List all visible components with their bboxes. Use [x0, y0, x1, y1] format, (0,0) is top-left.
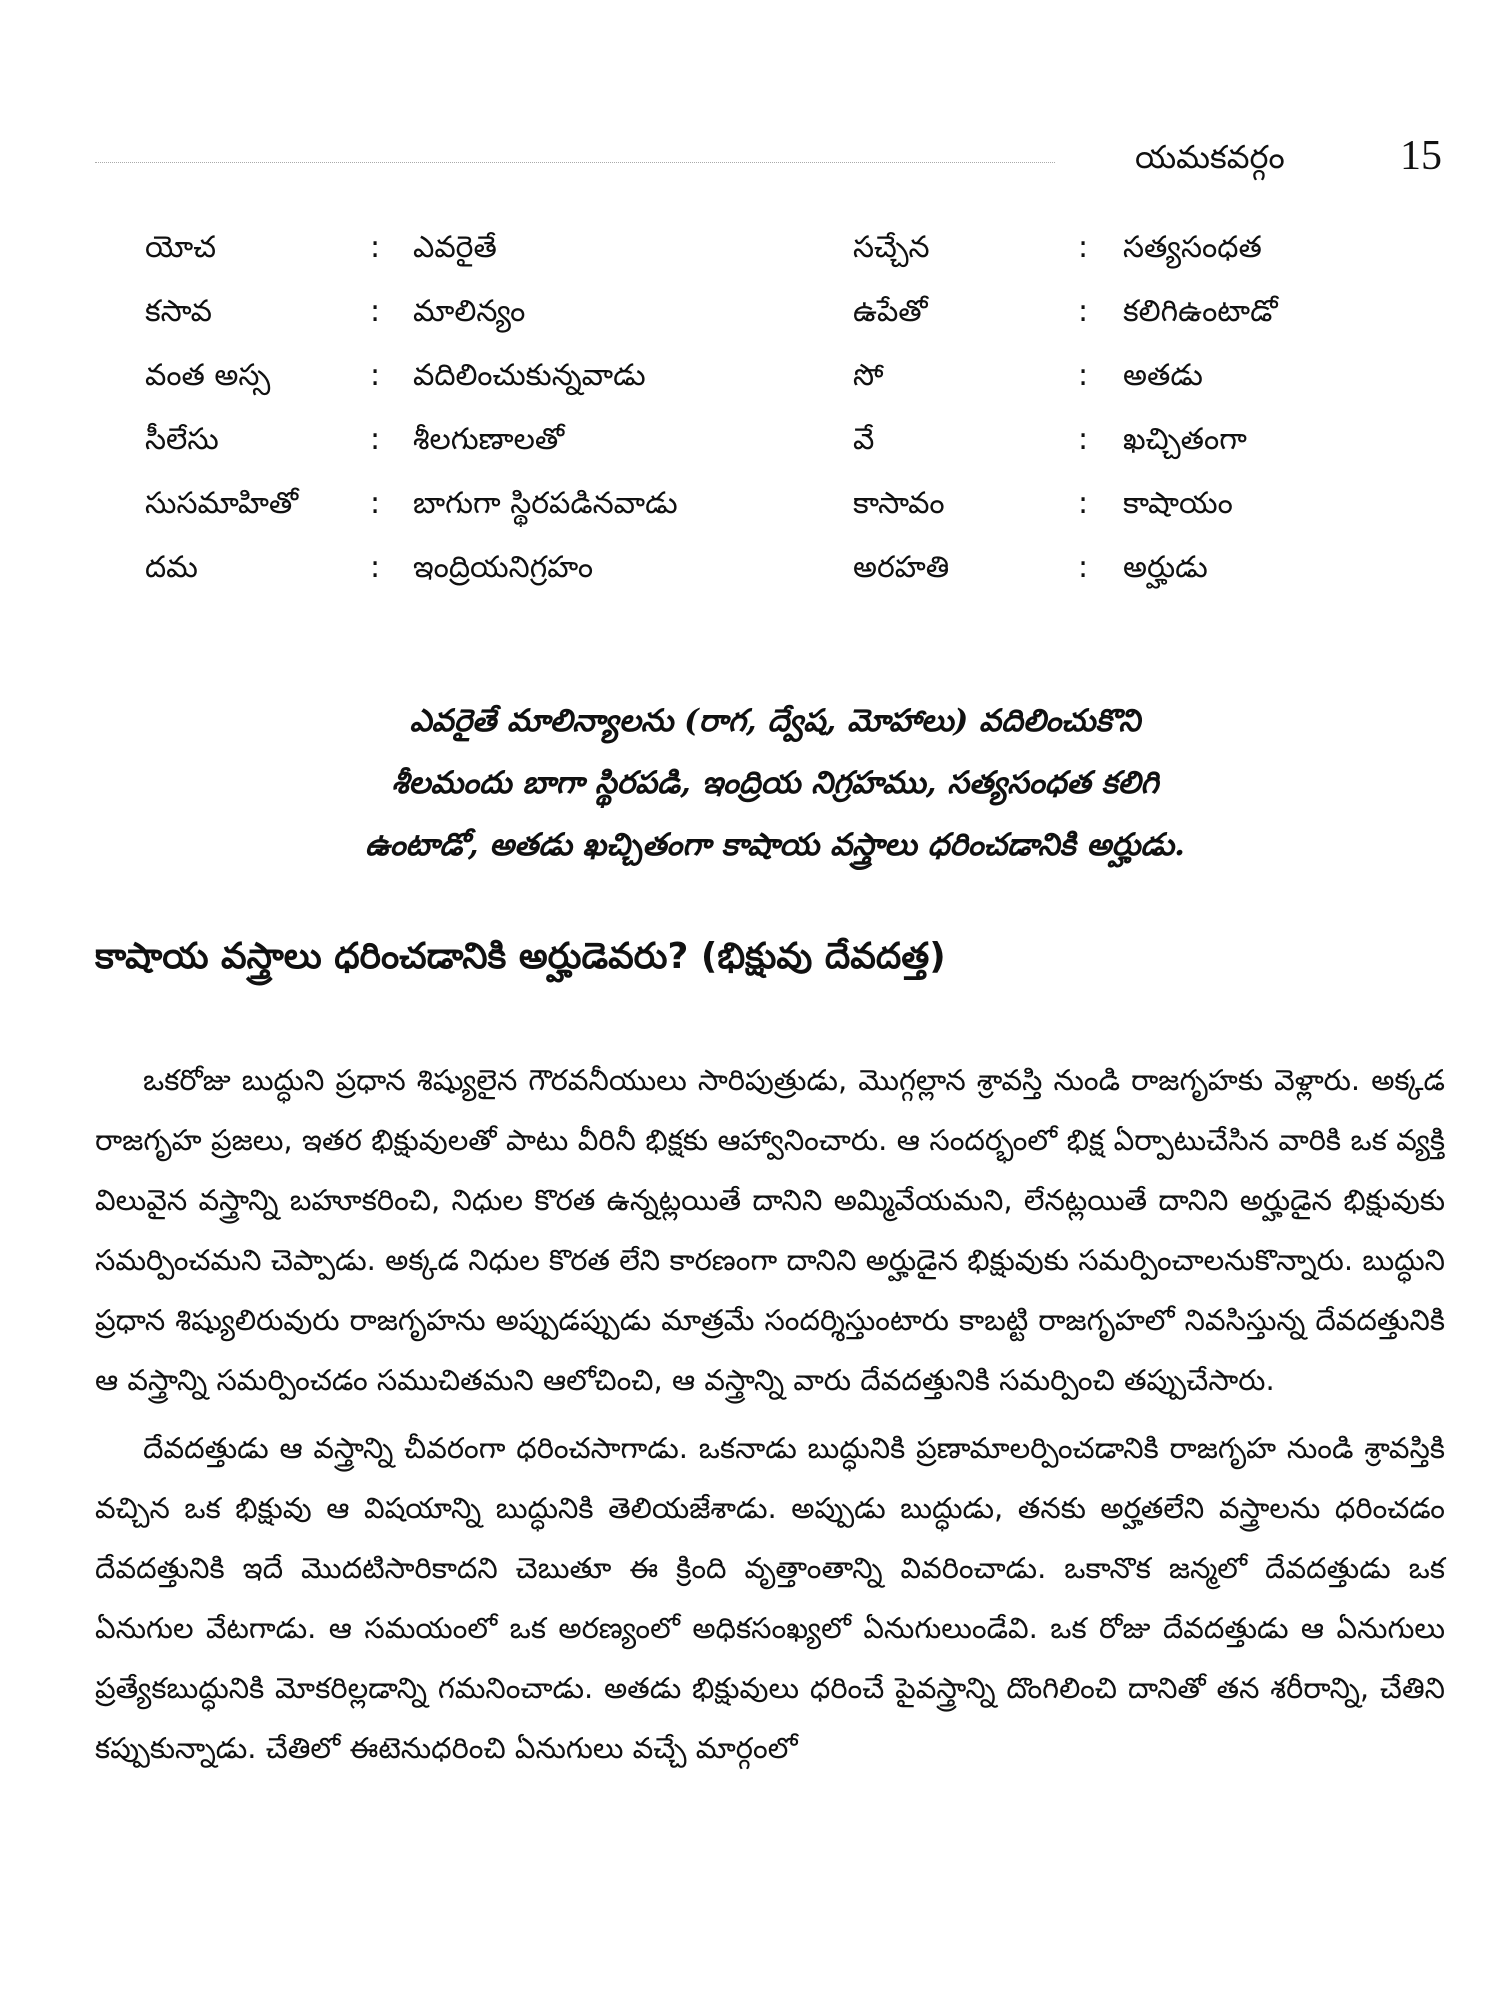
glossary-colon: :	[1078, 550, 1089, 585]
glossary-meaning: మాలిన్యం	[413, 294, 526, 329]
glossary-colon: :	[1078, 486, 1089, 521]
page-number: 15	[1400, 133, 1442, 179]
glossary-term: కాసావం	[853, 486, 945, 521]
glossary-meaning: అర్హుడు	[1123, 550, 1208, 585]
glossary-row	[145, 230, 1345, 294]
glossary-row	[145, 550, 1345, 614]
glossary-colon: :	[370, 230, 381, 265]
glossary-colon: :	[1078, 230, 1089, 265]
glossary-row	[145, 486, 1345, 550]
paragraph: దేవదత్తుడు ఆ వస్త్రాన్ని చీవరంగా ధరించసాగాడు. ఒకనాడు బుద్ధునికి ప్రణామాలర్పించడానికి రాజగృహ నుండి శ్రావస్తికి వచ్చిన ఒక భిక్షువు ఆ విషయాన్ని బుద్ధునికి తెలియజేశాడు. అప్పుడు బుద్ధుడు, తనకు అర్హతలేని వస్త్రాలను ధరించడం దేవదత్తునికి ఇదే మొదటిసారికాదని చెబుతూ ఈ క్రింది వృత్తాంతాన్ని వివరించాడు. ఒకానొక జన్మలో దేవదత్తుడు ఒక ఏనుగుల వేటగాడు. ఆ సమయంలో ఒక అరణ్యంలో అధికసంఖ్యలో ఏనుగులుండేవి. ఒక రోజు దేవదత్తుడు ఆ ఏనుగులు ప్రత్యేకబుద్ధునికి మోకరిల్లడాన్ని గమనించాడు. అతడు భిక్షువులు ధరించే పైవస్త్రాన్ని దొంగిలించి దానితో తన శరీరాన్ని, చేతిని కప్పుకున్నాడు. చేతిలో ఈటెనుధరించి ఏనుగులు వచ్చే మార్గంలో	[95, 1431, 1445, 1765]
glossary-meaning: వదిలించుకున్నవాడు	[413, 358, 646, 393]
section-heading: కాషాయ వస్త్రాలు ధరించడానికి అర్హుడెవరు? (భిక్షువు దేవదత్త)	[95, 936, 946, 977]
glossary-term: యోచ	[145, 230, 217, 265]
glossary-colon: :	[370, 486, 381, 521]
glossary-meaning: కలిగిఉంటాడో	[1123, 294, 1278, 329]
glossary-row	[145, 294, 1345, 358]
running-title: యమకవర్గం	[1135, 138, 1285, 176]
paragraph: ఒకరోజు బుద్ధుని ప్రధాన శిష్యులైన గౌరవనీయులు సారిపుత్రుడు, మొగ్గల్లాన శ్రావస్తి నుండి రాజగృహకు వెళ్లారు. అక్కడ రాజగృహ ప్రజలు, ఇతర భిక్షువులతో పాటు వీరినీ భిక్షకు ఆహ్వానించారు. ఆ సందర్భంలో భిక్ష ఏర్పాటుచేసిన వారికి ఒక వ్యక్తి విలువైన వస్త్రాన్ని బహూకరించి, నిధుల కొరత ఉన్నట్లయితే దానిని అమ్మివేయమని, లేనట్లయితే దానిని అర్హుడైన భిక్షువుకు సమర్పించమని చెప్పాడు. అక్కడ నిధుల కొరత లేని కారణంగా దానిని అర్హుడైన భిక్షువుకు సమర్పించాలనుకొన్నారు. బుద్ధుని ప్రధాన శిష్యులిరువురు రాజగృహను అప్పుడప్పుడు మాత్రమే సందర్శిస్తుంటారు కాబట్టి రాజగృహలో నివసిస్తున్న దేవదత్తునికి ఆ వస్త్రాన్ని సమర్పించడం సముచితమని ఆలోచించి, ఆ వస్త్రాన్ని వారు దేవదత్తునికి సమర్పించి తప్పుచేసారు.	[95, 1063, 1445, 1397]
page-header	[95, 132, 1445, 182]
glossary-term: అరహతి	[853, 550, 950, 585]
glossary-colon: :	[370, 358, 381, 393]
glossary-term: సచ్చేన	[853, 230, 930, 265]
glossary-meaning: అతడు	[1123, 358, 1203, 393]
verse-line: శీలమందు బాగా స్థిరపడి, ఇంద్రియ నిగ్రహము, సత్యసంధత కలిగి	[391, 765, 1159, 801]
glossary-meaning: ఖచ్చితంగా	[1123, 422, 1247, 457]
glossary-term: సీలేసు	[145, 422, 219, 457]
glossary-meaning: ఎవరైతే	[413, 230, 497, 265]
glossary-colon: :	[370, 550, 381, 585]
glossary-term: వంత అస్స	[145, 358, 271, 393]
glossary-term: వే	[853, 422, 875, 457]
glossary-colon: :	[370, 422, 381, 457]
glossary-term: ఉపేతో	[853, 294, 928, 329]
story-body	[95, 1050, 1445, 1786]
glossary-colon: :	[1078, 358, 1089, 393]
glossary-colon: :	[1078, 294, 1089, 329]
verse-line: ఎవరైతే మాలిన్యాలను (రాగ, ద్వేష, మోహాలు) వదిలించుకొని	[409, 703, 1141, 739]
glossary-meaning: శీలగుణాలతో	[413, 422, 565, 457]
glossary-row	[145, 422, 1345, 486]
glossary-meaning: సత్యసంధత	[1123, 230, 1262, 265]
glossary-term: కసావ	[145, 294, 212, 329]
glossary-table	[145, 230, 1345, 614]
glossary-meaning: ఇంద్రియనిగ్రహం	[413, 550, 594, 585]
verse-line: ఉంటాడో, అతడు ఖచ్చితంగా కాషాయ వస్త్రాలు ధరించడానికి అర్హుడు.	[365, 827, 1185, 863]
verse-translation	[200, 690, 1350, 876]
header-rule	[95, 162, 1055, 163]
glossary-term: సుసమాహితో	[145, 486, 299, 521]
glossary-colon: :	[370, 294, 381, 329]
glossary-term: సో	[853, 358, 884, 393]
glossary-meaning: కాషాయం	[1123, 486, 1233, 521]
glossary-colon: :	[1078, 422, 1089, 457]
glossary-meaning: బాగుగా స్థిరపడినవాడు	[413, 486, 678, 521]
glossary-term: దమ	[145, 550, 198, 585]
glossary-row	[145, 358, 1345, 422]
